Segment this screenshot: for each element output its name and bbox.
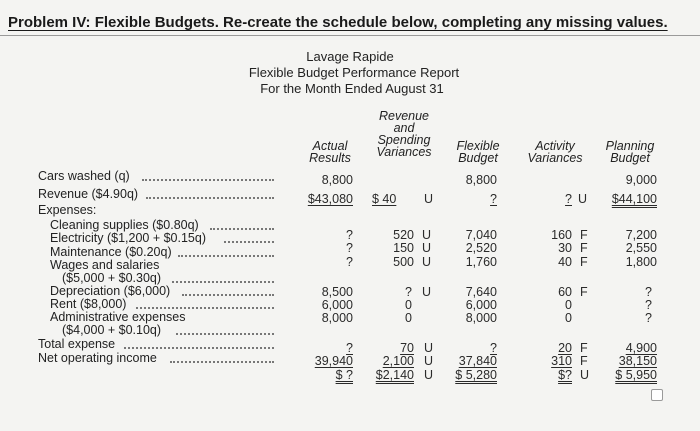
activity-electricity: 30 <box>558 241 572 255</box>
plan-noi: $ 5,950 <box>615 368 657 382</box>
activity-depreciation: 0 <box>565 298 572 312</box>
rsv-electricity-flag: U <box>422 241 432 255</box>
label-total-expense: Total expense <box>38 337 116 351</box>
activity-wages: 60 <box>558 285 572 299</box>
leader-dots <box>210 228 274 230</box>
label-cleaning: Cleaning supplies ($0.80q) <box>50 218 199 232</box>
leader-dots <box>176 333 274 335</box>
col-planning-header: Planning Budget <box>605 139 655 165</box>
actual-revenue: $43,080 <box>307 192 353 206</box>
plan-depreciation: ? <box>645 298 652 312</box>
rsv-revenue-flag: U <box>424 192 434 206</box>
col-flexible-header: Flexible Budget <box>456 139 500 165</box>
leader-dots <box>172 281 274 283</box>
rsv-rent: 0 <box>405 311 412 325</box>
rsv-total-expense: 2,100 <box>382 354 414 368</box>
rsv-wages: ? <box>405 285 412 299</box>
rsv-admin-flag: U <box>424 341 434 355</box>
plan-total-expense: 38,150 <box>618 354 657 368</box>
activity-cleaning: 160 <box>551 228 572 242</box>
activity-cleaning-flag: F <box>580 228 588 242</box>
rsv-depreciation: 0 <box>405 298 412 312</box>
actual-admin: ? <box>346 341 353 355</box>
flex-admin: ? <box>490 341 497 355</box>
rsv-admin: 70 <box>400 341 414 355</box>
report-period: For the Month Ended August 31 <box>260 81 444 96</box>
rsv-noi-flag: U <box>424 368 434 382</box>
col-actual-header: Actual Results <box>309 139 351 165</box>
activity-electricity-flag: F <box>580 241 588 255</box>
leader-dots <box>146 197 274 199</box>
rsv-maintenance: 500 <box>393 255 414 269</box>
flex-cleaning: 7,040 <box>465 228 497 242</box>
leader-dots <box>224 241 274 243</box>
leader-dots <box>136 307 274 309</box>
activity-revenue-flag: U <box>578 192 588 206</box>
rsv-cleaning: 520 <box>393 228 414 242</box>
flex-cars: 8,800 <box>465 173 497 187</box>
flex-electricity: 2,520 <box>465 241 497 255</box>
activity-total-expense: 310 <box>551 354 572 368</box>
label-electricity: Electricity ($1,200 + $0.15q) <box>50 231 206 245</box>
label-maintenance: Maintenance ($0.20q) <box>50 245 172 259</box>
flex-total-expense: 37,840 <box>458 354 497 368</box>
activity-total-expense-flag: F <box>580 354 588 368</box>
answer-checkbox[interactable] <box>651 389 663 401</box>
actual-depreciation: 6,000 <box>321 298 353 312</box>
report-name: Flexible Budget Performance Report <box>248 65 460 80</box>
actual-wages: 8,500 <box>321 285 353 299</box>
activity-maintenance: 40 <box>558 255 572 269</box>
leader-dots <box>170 361 274 363</box>
plan-cleaning: 7,200 <box>625 228 657 242</box>
label-net-operating-income: Net operating income <box>38 351 157 365</box>
plan-electricity: 2,550 <box>625 241 657 255</box>
label-wages: Wages and salaries <box>50 258 160 272</box>
actual-noi: $ ? <box>335 368 353 382</box>
label-admin: Administrative expenses <box>50 310 186 324</box>
rsv-revenue: $ 40 <box>372 192 397 206</box>
actual-cleaning: ? <box>346 228 353 242</box>
flex-noi: $ 5,280 <box>455 368 497 382</box>
leader-dots <box>178 255 274 257</box>
label-revenue: Revenue ($4.90q) <box>38 187 139 201</box>
rsv-cleaning-flag: U <box>422 228 432 242</box>
plan-admin: 4,900 <box>625 341 657 355</box>
leader-dots <box>124 347 274 349</box>
flex-maintenance: 1,760 <box>465 255 497 269</box>
rsv-electricity: 150 <box>393 241 414 255</box>
activity-revenue: ? <box>565 192 572 206</box>
activity-noi: $? <box>558 368 572 382</box>
flex-revenue: ? <box>490 192 497 206</box>
activity-admin-flag: F <box>580 341 588 355</box>
actual-total-expense: 39,940 <box>314 354 353 368</box>
label-rent: Rent ($8,000) <box>50 297 127 311</box>
plan-rent: ? <box>645 311 652 325</box>
actual-rent: 8,000 <box>321 311 353 325</box>
company-name: Lavage Rapide <box>306 49 394 64</box>
rsv-maintenance-flag: U <box>422 255 432 269</box>
activity-noi-flag: U <box>580 368 590 382</box>
actual-electricity: ? <box>346 241 353 255</box>
col-activity-header: Activity Variances <box>527 139 583 165</box>
flex-rent: 8,000 <box>465 311 497 325</box>
problem-title: Problem IV: Flexible Budgets. Re-create the schedule below, completing any missing values. <box>8 14 668 31</box>
rsv-wages-flag: U <box>422 285 432 299</box>
label-expenses: Expenses: <box>38 203 97 217</box>
plan-revenue: $44,100 <box>611 192 657 206</box>
label-admin-formula: ($4,000 + $0.10q) <box>62 323 162 337</box>
leader-dots <box>142 179 274 181</box>
plan-wages: ? <box>645 285 652 299</box>
label-cars-washed: Cars washed (q) <box>38 169 130 183</box>
col-rev-spend-header: Revenue and Spending Variances <box>376 109 432 159</box>
title-divider <box>0 35 700 36</box>
flex-wages: 7,640 <box>465 285 497 299</box>
leader-dots <box>182 294 274 296</box>
label-depreciation: Depreciation ($6,000) <box>50 284 171 298</box>
activity-admin: 20 <box>558 341 572 355</box>
label-wages-formula: ($5,000 + $0.30q) <box>62 271 162 285</box>
actual-maintenance: ? <box>346 255 353 269</box>
rsv-noi: $2,140 <box>375 368 414 382</box>
plan-cars: 9,000 <box>625 173 657 187</box>
activity-wages-flag: F <box>580 285 588 299</box>
actual-cars: 8,800 <box>321 173 353 187</box>
flex-depreciation: 6,000 <box>465 298 497 312</box>
activity-rent: 0 <box>565 311 572 325</box>
plan-maintenance: 1,800 <box>625 255 657 269</box>
rsv-total-expense-flag: U <box>424 354 434 368</box>
activity-maintenance-flag: F <box>580 255 588 269</box>
